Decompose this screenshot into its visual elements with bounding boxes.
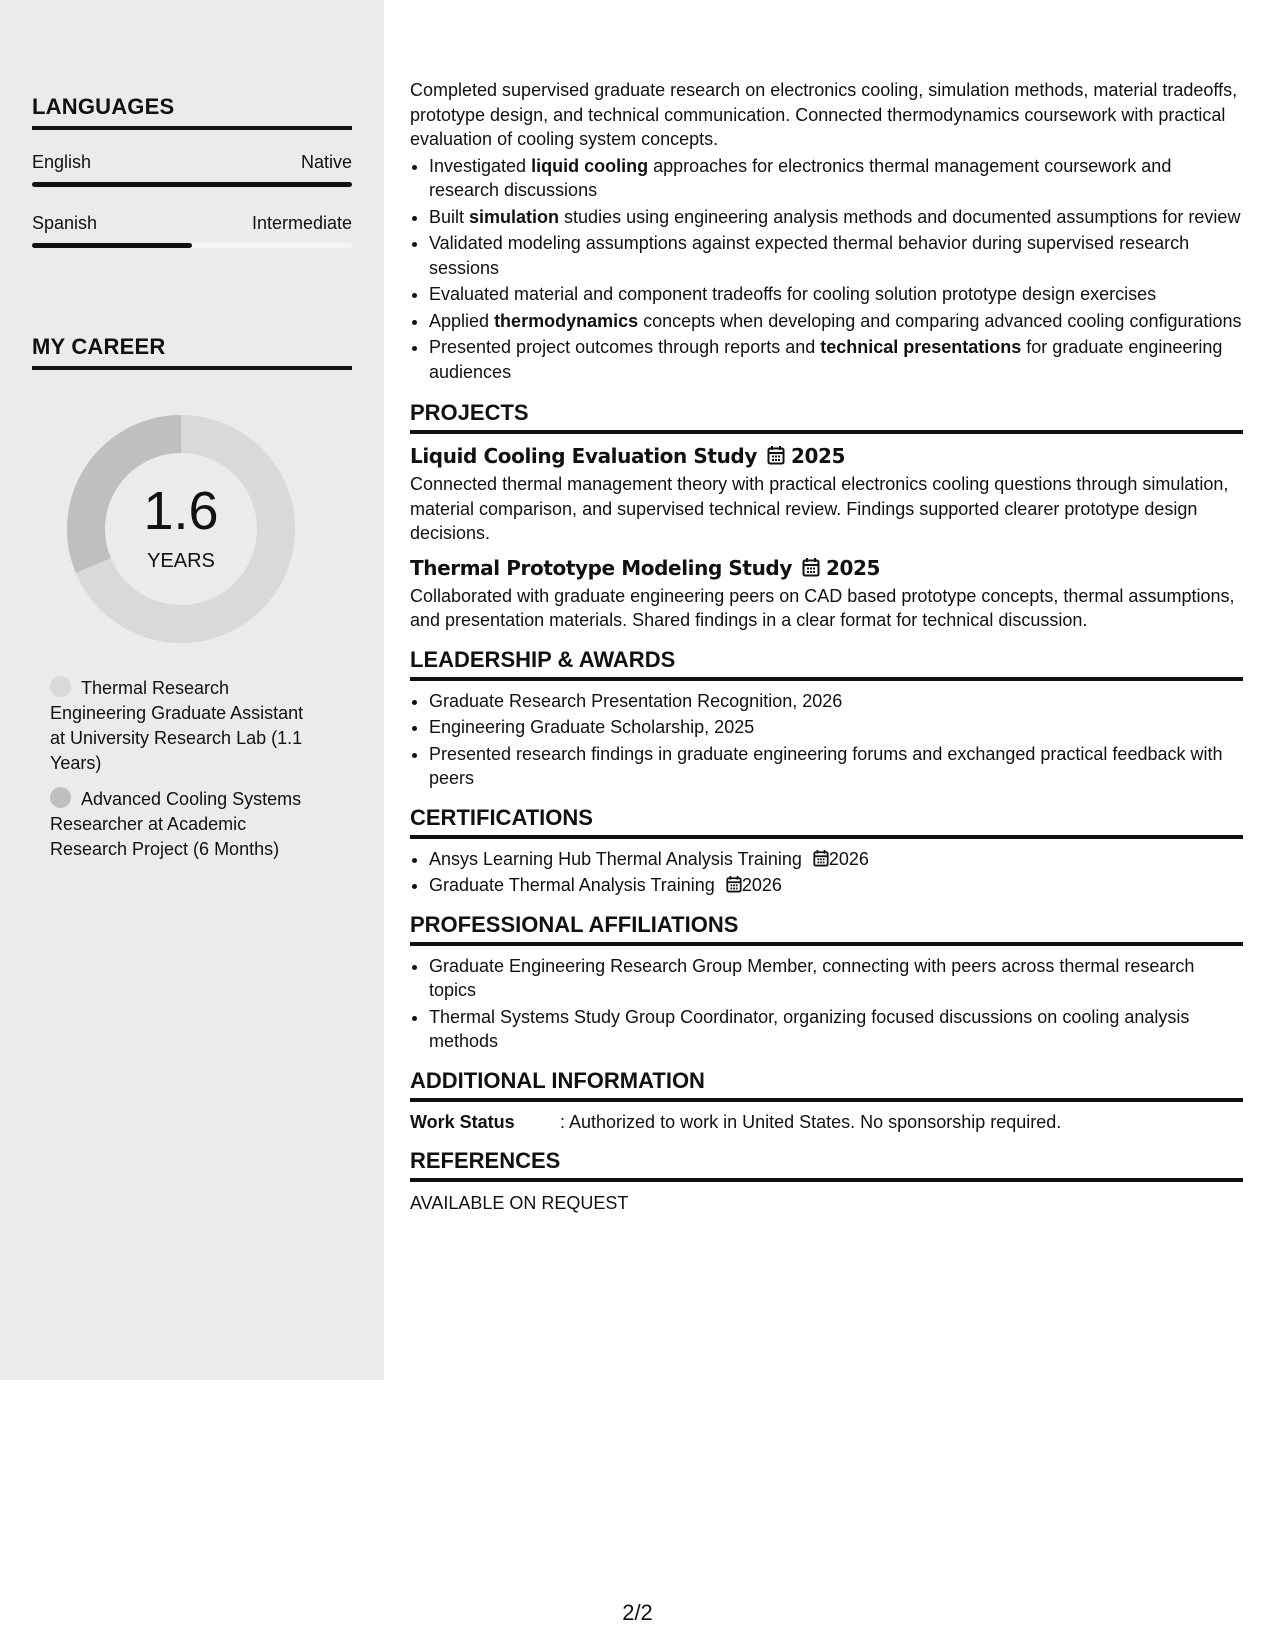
project-entry [410, 444, 1243, 546]
career-total-value: 1.6 [143, 481, 219, 541]
calendar-icon [813, 849, 829, 867]
certification-item [429, 873, 1243, 898]
experience-summary: Completed supervised graduate research on electronics cooling, simulation methods, material tradeoffs, prototype design, and technical communication. Connected thermodynamics coursework with practical evaluation of cooling system concepts. [410, 80, 1238, 149]
languages-section [32, 94, 352, 248]
experience-bullet [429, 309, 1243, 334]
calendar-icon [726, 875, 742, 893]
language-level: Native [300, 152, 352, 172]
certification-year: 2026 [828, 848, 869, 869]
experience-bullet [429, 335, 1243, 384]
project-title-row [410, 444, 1243, 468]
work-status-label: Work Status [410, 1111, 515, 1132]
career-section [32, 334, 352, 370]
calendar-icon [767, 445, 785, 465]
project-entry [410, 556, 1243, 633]
main-content [410, 78, 1243, 1216]
certification-item [429, 847, 1243, 872]
references-text: AVAILABLE ON REQUEST [410, 1193, 629, 1213]
experience-bullet [429, 154, 1243, 203]
certification-name: Graduate Thermal Analysis Training [429, 875, 715, 895]
leadership-heading: LEADERSHIP & AWARDS [410, 647, 1243, 681]
affiliations-heading: PROFESSIONAL AFFILIATIONS [410, 912, 1243, 946]
experience-bullet [429, 231, 1243, 280]
career-legend-text: Thermal Research Engineering Graduate Assistant at University Research Lab (1.1 Years) [50, 678, 304, 773]
bullet-text: approaches for electronics thermal management coursework and research discussions [429, 155, 1172, 200]
bullet-text: concepts when developing and comparing advanced cooling configurations [638, 310, 1242, 331]
language-entry [32, 213, 352, 248]
career-legend-text: Advanced Cooling Systems Researcher at Academic Research Project (6 Months) [50, 789, 302, 859]
certifications-list [410, 847, 1243, 898]
bullet-text: Presented project outcomes through reports and [429, 337, 821, 357]
sidebar [0, 0, 384, 1380]
affiliation-item: • Graduate Engineering Research Group Member, connecting with peers across thermal research topics [429, 954, 1243, 1003]
certification-name: Ansys Learning Hub Thermal Analysis Training [429, 848, 802, 869]
bullet-bold: thermodynamics [494, 310, 639, 331]
language-level: Intermediate [251, 213, 352, 233]
bullet-text: Investigated [429, 155, 532, 176]
languages-heading: LANGUAGES [32, 94, 352, 130]
legend-dot [50, 676, 71, 697]
certifications-heading: CERTIFICATIONS [410, 805, 1243, 839]
leadership-item: • Graduate Research Presentation Recognition, 2026 [429, 689, 1243, 714]
bullet-bold: simulation [469, 206, 560, 227]
career-heading: MY CAREER [32, 334, 352, 370]
language-proficiency-fill [32, 182, 352, 187]
career-donut-chart [66, 414, 296, 644]
project-description: Connected thermal management theory with practical electronics cooling questions through simulation, material comparison, and supervised technical review. Findings supported clearer prototype design decisions. [410, 474, 1229, 543]
additional-info-heading: ADDITIONAL INFORMATION [410, 1068, 1243, 1102]
leadership-item: • Presented research findings in graduate engineering forums and exchanged practical feedback with peers [429, 742, 1243, 791]
project-year: 2025 [790, 444, 846, 468]
experience-bullets [410, 154, 1243, 385]
work-status-row [410, 1110, 1243, 1135]
project-description: Collaborated with graduate engineering peers on CAD based prototype concepts, thermal assumptions, and presentation materials. Shared findings in a clear format for technical discussion. [410, 585, 1235, 630]
career-total-unit: YEARS [147, 550, 215, 572]
project-title-row [410, 556, 1243, 580]
leadership-item: • Engineering Graduate Scholarship, 2025 [429, 715, 1243, 740]
project-title: Thermal Prototype Modeling Study [410, 555, 792, 580]
experience-bullet [429, 205, 1243, 230]
language-name: English [32, 152, 92, 172]
career-legend-item [50, 676, 320, 776]
bullet-text: Applied [429, 310, 495, 331]
certification-year: 2026 [741, 875, 782, 895]
language-name: Spanish [32, 213, 98, 233]
project-title: Liquid Cooling Evaluation Study [410, 444, 757, 468]
projects-heading: PROJECTS [410, 400, 1243, 434]
bullet-text: Built [429, 206, 470, 227]
language-proficiency-bar [32, 243, 352, 248]
language-row [32, 152, 352, 173]
bullet-text: for graduate engineering audiences [429, 337, 1223, 382]
bullet-text: Validated modeling assumptions against expected thermal behavior during supervised research sessions [429, 233, 1190, 278]
career-legend-item [50, 787, 320, 862]
language-row [32, 213, 352, 234]
project-year: 2025 [825, 555, 881, 580]
bullet-text: studies using engineering analysis methods and documented assumptions for review [559, 206, 1241, 227]
experience-bullet [429, 282, 1243, 307]
bullet-bold: technical presentations [820, 337, 1022, 357]
calendar-icon [802, 557, 820, 577]
references-heading: REFERENCES [410, 1148, 1243, 1182]
bullet-text: Evaluated material and component tradeoffs for cooling solution prototype design exercises [429, 284, 1157, 304]
career-legend [50, 676, 320, 873]
work-status-value: : Authorized to work in United States. No sponsorship required. [560, 1111, 1062, 1132]
leadership-list [410, 689, 1243, 791]
language-proficiency-bar [32, 182, 352, 187]
bullet-bold: liquid cooling [531, 155, 649, 176]
language-entry [32, 152, 352, 187]
legend-dot [50, 787, 71, 808]
affiliation-item: • Thermal Systems Study Group Coordinator, organizing focused discussions on cooling analysis methods [429, 1005, 1243, 1054]
affiliations-list [410, 954, 1243, 1054]
language-proficiency-fill [32, 243, 192, 248]
page-number: 2/2 [622, 1600, 653, 1625]
